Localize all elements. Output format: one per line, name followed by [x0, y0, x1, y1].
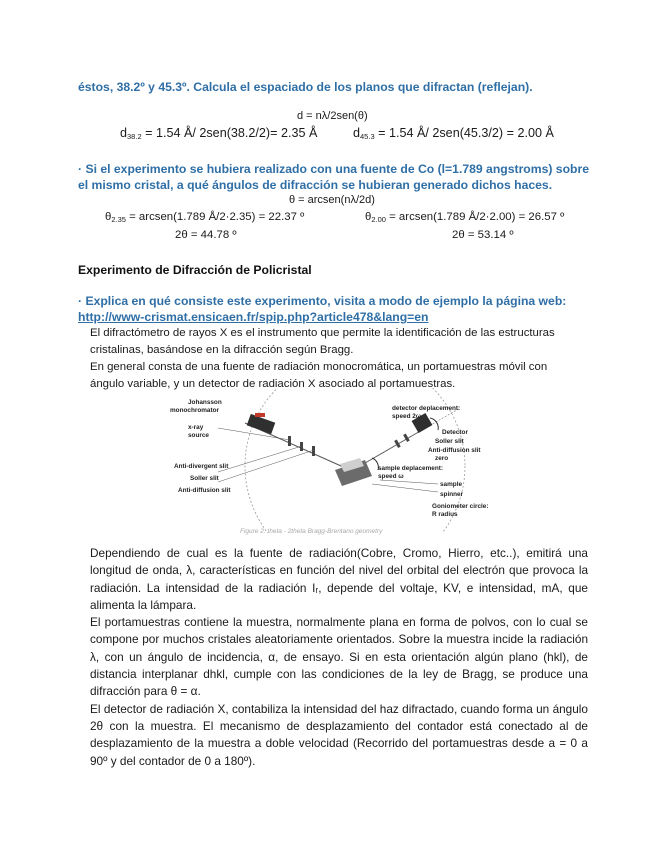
- label-detector: Detector: [442, 429, 468, 436]
- theta1-subscript: 2.35: [111, 215, 126, 224]
- para1-line1: El difractómetro de rayos X es el instrumento que permite la identificación de las estructuras: [90, 327, 555, 339]
- para2-p1: Dependiendo de cual es la fuente de radiación(Cobre, Cromo, Hierro, etc..), emitirá una longitud de onda, λ, características en función del nivel del orbital del electrón que provoca la radiación. La intensidad de la radiación Iᵣ, depende del voltaje, KV, e intensidad, mA, que alimenta la lámpara.: [90, 546, 588, 612]
- para2-block: [90, 545, 588, 770]
- label-speed-2w: speed 2ω: [392, 413, 422, 420]
- intro-line: éstos, 38.2º y 45.3º. Calcula el espaciado de los planos que difractan (reflejan).: [78, 80, 533, 94]
- d2-expression: = 1.54 Å/ 2sen(45.3/2) = 2.00 Å: [374, 126, 554, 140]
- para1-line2: cristalinas, basándose en la difracción según Bragg.: [90, 344, 354, 356]
- equation-theta-235: $\theta_{2.35}$ = arcsen(1.789 Å/2·2.35) = 22.37 º: [105, 211, 305, 224]
- section-title: Experimento de Difracción de Policristal: [78, 263, 312, 277]
- anti-divergent-slit-icon: [288, 436, 291, 446]
- label-anti-diffusion-slit-right: Anti-diffusion slit: [428, 447, 481, 454]
- label-goniometer-circle: Goniometer circle:: [432, 503, 489, 510]
- label-johansson: Johansson: [188, 399, 222, 406]
- monochromator-icon: [255, 413, 265, 417]
- anti-diffusion-slit-right-icon: [394, 440, 401, 448]
- label-anti-divergent-slit: Anti-divergent slit: [174, 463, 229, 470]
- d1-subscript: 38.2: [127, 132, 142, 141]
- label-xray: x-ray: [188, 424, 204, 431]
- bragg-brentano-diagram: [160, 388, 500, 533]
- label-anti-diffusion-slit-left: Anti-diffusion slit: [178, 487, 231, 494]
- label-soller-slit-right: Soller slit: [435, 438, 464, 445]
- para1-line3: En general consta de una fuente de radiación monocromática, un portamuestras móvil con: [90, 361, 548, 373]
- question-web-line1: · Explica en qué consiste este experimento, visita a modo de ejemplo la página web:: [78, 294, 567, 308]
- two-theta-1: 2θ = 44.78 º: [175, 229, 237, 241]
- label-sample: sample: [440, 481, 463, 488]
- theta2-expression: = arcsen(1.789 Å/2·2.00) = 26.57 º: [385, 211, 565, 223]
- label-detector-deplacement: detector deplacement:: [392, 405, 461, 412]
- label-sample-deplacement: sample deplacement:: [378, 465, 443, 472]
- equation-d-38: $d_{38.2} = 1.54$ Å/ 2sen(38.2/2)= 2.35 Å: [120, 126, 318, 141]
- para1-line4: ángulo variable, y un detector de radiación X asociado al portamuestras.: [90, 378, 456, 390]
- theta2-subscript: 2.00: [371, 215, 386, 224]
- two-theta-2: 2θ = 53.14 º: [452, 229, 514, 241]
- label-soller-slit-left: Soller slit: [190, 475, 219, 482]
- para2-p3: El detector de radiación X, contabiliza la intensidad del haz difractado, cuando forma un ángulo 2θ con la muestra. El mecanismo de desplazamiento del contador está conectado al de desplazamiento de la muestra a doble velocidad (Recorrido del portamuestras desde a = 0 a 90º y del contador de 0 a 180º).: [90, 701, 588, 768]
- d1-expression: = 1.54 Å/ 2sen(38.2/2)= 2.35 Å: [141, 126, 318, 140]
- question-web-link-line: [78, 310, 428, 324]
- label-spinner: spinner: [440, 491, 464, 498]
- label-source: source: [188, 432, 209, 439]
- label-speed-w: speed ω: [378, 473, 404, 480]
- d2-subscript: 45.3: [360, 132, 375, 141]
- figure-caption: Figure 2: theta - 2theta Bragg-Brentano geometry: [240, 528, 383, 535]
- equation-theta-200: $\theta_{2.00}$ = arcsen(1.789 Å/2·2.00) = 26.57 º: [365, 211, 565, 224]
- crismat-link[interactable]: http://www-crismat.ensicaen.fr/spip.php?article478&lang=en: [78, 310, 429, 324]
- label-monochromator: monochromator: [170, 407, 219, 414]
- question-co-line2: el mismo cristal, a qué ángulos de difracción se hubieran generado dichos haces.: [78, 178, 553, 192]
- para2-p2: El portamuestras contiene la muestra, normalmente plana en forma de polvos, con lo cual se compone por muchos cristales aleatoriamente orientados. Sobre la muestra incide la radiación λ, con un ángulo de incidencia, α, de ensayo. Si en esta orientación algún plano (hkl), de distancia interplanar dhkl, cumple con las condiciones de la ley de Bragg, se produce una difracción para θ = α.: [90, 615, 588, 699]
- label-zero: zero: [435, 455, 449, 462]
- theta1-expression: = arcsen(1.789 Å/2·2.35) = 22.37 º: [125, 211, 305, 223]
- label-r-radius: R radius: [432, 511, 458, 518]
- formula-d: d = nλ/2sen(θ): [297, 110, 368, 122]
- anti-diffusion-slit-left-icon: [312, 446, 315, 456]
- formula-theta: θ = arcsen(nλ/2d): [289, 194, 375, 206]
- equation-d-45: $d_{45.3} = 1.54$ Å/ 2sen(45.3/2) = 2.00 Å: [353, 126, 554, 141]
- question-co-line1: · Si el experimento se hubiera realizado con una fuente de Co (l=1.789 angstroms) sobre: [78, 162, 590, 176]
